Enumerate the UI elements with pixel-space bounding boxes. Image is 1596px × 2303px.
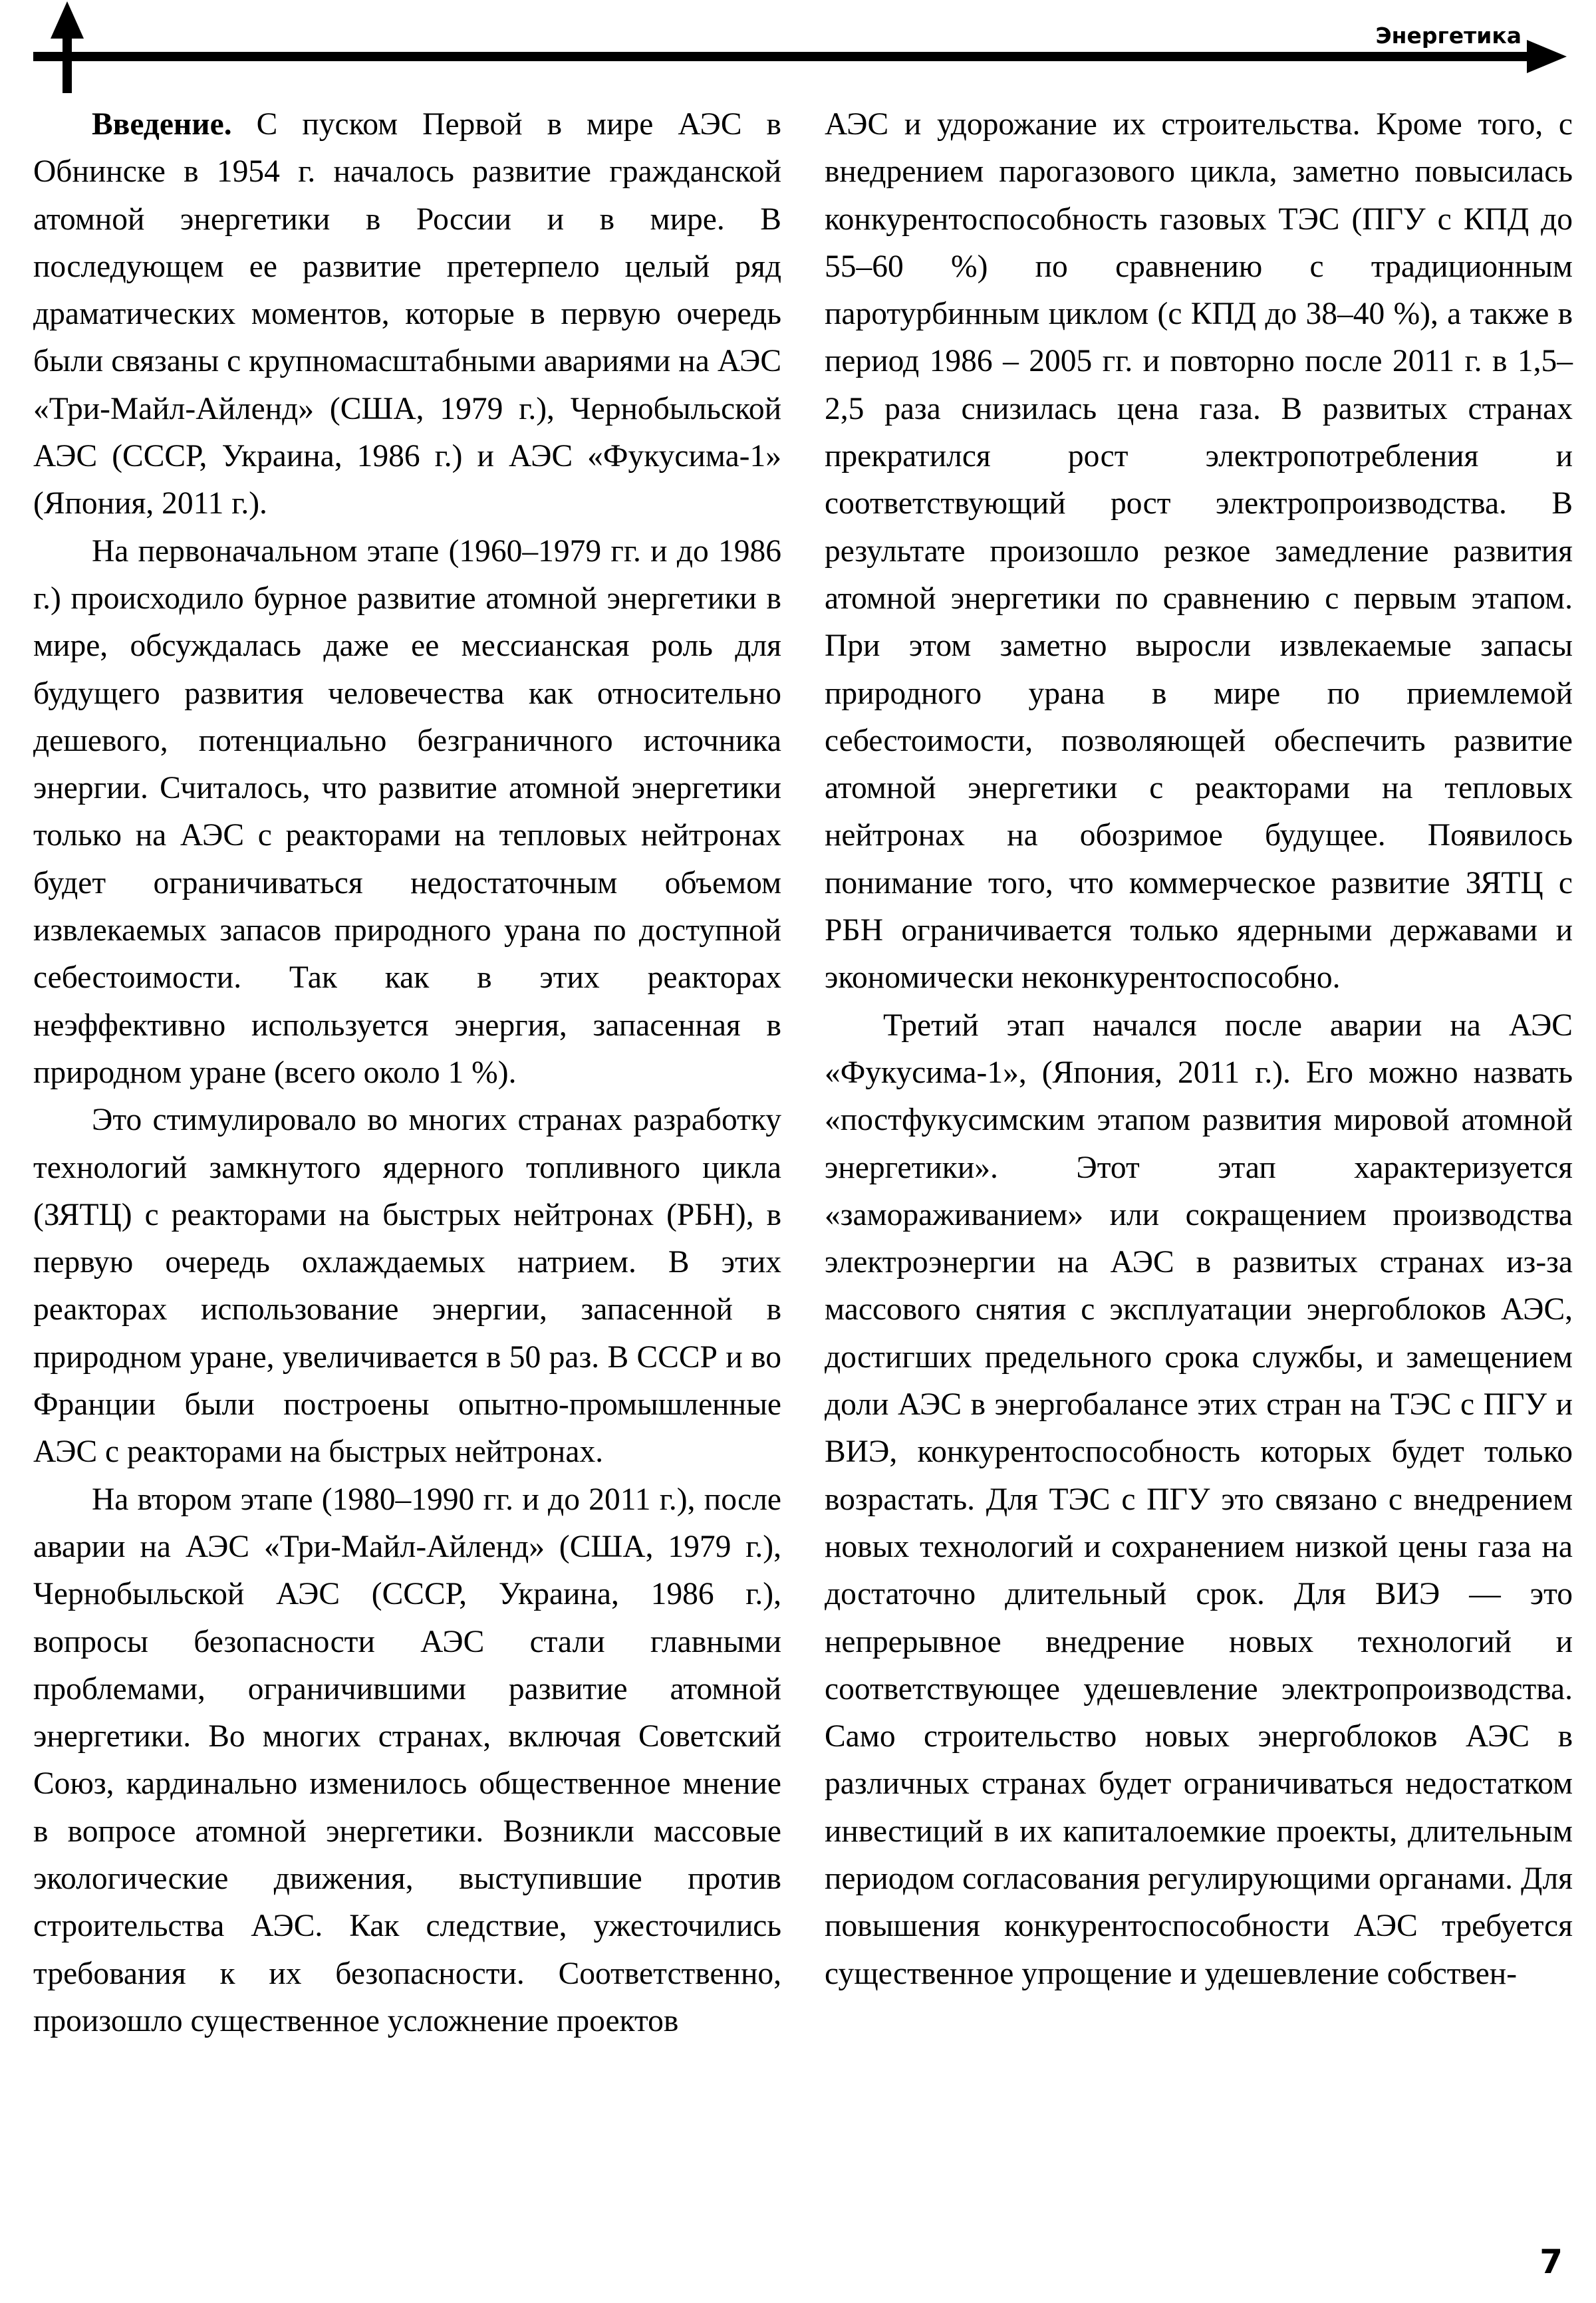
paragraph-introduction — [33, 101, 781, 528]
header-arrow-up-icon — [51, 1, 84, 39]
running-title: Энергетика — [1375, 23, 1522, 49]
paragraph-first-stage: На первоначальном этапе (1960–1979 гг. и до 1986 г.) происходило бурное развитие атомной энергетики в мире, обсуждалась даже ее мессианская роль для будущего развития человечества как относительно дешевого, потенциально безграничного источника энергии. Считалось, что развитие атомной энергетики только на АЭС с реакторами на тепловых нейтронах будет ограничиваться недостаточным объемом извлекаемых запасов природного урана по доступной себестоимости. Так как в этих реакторах неэффективно используется энергия, запасенная в природном уране (всего около 1 %). — [33, 533, 781, 1090]
right-column — [825, 101, 1573, 1998]
paragraph-closed-fuel-cycle: Это стимулировало во многих странах разработку технологий замкнутого ядерного топливного цикла (ЗЯТЦ) с реакторами на быстрых нейтронах (РБН), в первую очередь охлаждаемых натрием. В этих реакторах использование энергии, запасенной в природном уране, увеличивается в 50 раз. В СССР и во Франции были построены опытно-промышленные АЭС с реакторами на быстрых нейтронах. — [33, 1103, 781, 1470]
introduction-lead: Введение. — [92, 107, 232, 142]
paragraph-third-stage: Третий этап начался после аварии на АЭС «Фукусима-1», (Япония, 2011 г.). Его можно назвать «постфукусимским этапом развития мировой атомной энергетики». Этот этап характеризуется «замораживанием» или сокращением производства электроэнергии на АЭС в развитых странах из-за массового снятия с эксплуатации энергоблоков АЭС, достигших предельного срока службы, и замещением доли АЭС в энергобалансе этих стран на ТЭС с ПГУ и ВИЭ, конкурентоспособность которых будет только возрастать. Для ТЭС с ПГУ это связано с внедрением новых технологий и сохранением низкой цены газа на достаточно длительный срок. Для ВИЭ — это непрерывное внедрение новых технологий и соответствующее удешевление электропроизводства. Само строительство новых энергоблоков АЭС в различных странах будет ограничиваться недостатком инвестиций в их капиталоемкие проекты, длительным периодом согласования регулирующими органами. Для повышения конкурентоспособности АЭС требуется существенное упрощение и удешевление собствен- — [825, 1008, 1573, 1991]
page-number: 7 — [1539, 2242, 1563, 2281]
header-arrow-right-icon — [1527, 40, 1567, 73]
paragraph-second-stage: На втором этапе (1980–1990 гг. и до 2011 г.), после аварии на АЭС «Три-Майл-Айленд» (США, 1979 г.), Чернобыльской АЭС (СССР, Украина, 1986 г.), вопросы безопасности АЭС стали главными проблемами, ограничившими развитие атомной энергетики. Во многих странах, включая Советский Союз, кардинально изменилось общественное мнение в вопросе атомной энергетики. Возникли массовые экологические движения, выступившие против строительства АЭС. Как следствие, ужесточились требования к их безопасности. Соответственно, произошло существенное усложнение проектов — [33, 1482, 781, 2038]
paragraph-second-stage-continued: АЭС и удорожание их строительства. Кроме того, с внедрением парогазового цикла, заметно повысилась конкурентоспособность газовых ТЭС (ПГУ с КПД до 55–60 %) по сравнению с традиционным паротурбинным циклом (с КПД до 38–40 %), а также в период 1986 – 2005 гг. и повторно после 2011 г. в 1,5–2,5 раза снизилась цена газа. В развитых странах прекратился рост электропотребления и соответствующий рост электропроизводства. В результате произошло резкое замедление развития атомной энергетики по сравнению с первым этапом. При этом заметно выросли извлекаемые запасы природного урана в мире по приемлемой себестоимости, позволяющей обеспечить развитие атомной энергетики с реакторами на тепловых нейтронах на обозримое будущее. Появилось понимание того, что коммерческое развитие ЗЯТЦ с РБН ограничивается только ядерными державами и экономически неконкурентоспособно. — [825, 107, 1573, 996]
header-rule — [33, 52, 1530, 61]
left-column — [33, 101, 781, 2045]
introduction-text: С пуском Первой в мире АЭС в Обнинске в 1954 г. началось развитие гражданской атомной энергетики в России и в мире. В последующем ее развитие претерпело целый ряд драматических моментов, которые в первую очередь были связаны с крупномасштабными авариями на АЭС «Три-Майл-Айленд» (США, 1979 г.), Чернобыльской АЭС (СССР, Украина, 1986 г.) и АЭС «Фукусима-1» (Япония, 2011 г.). — [33, 107, 781, 521]
